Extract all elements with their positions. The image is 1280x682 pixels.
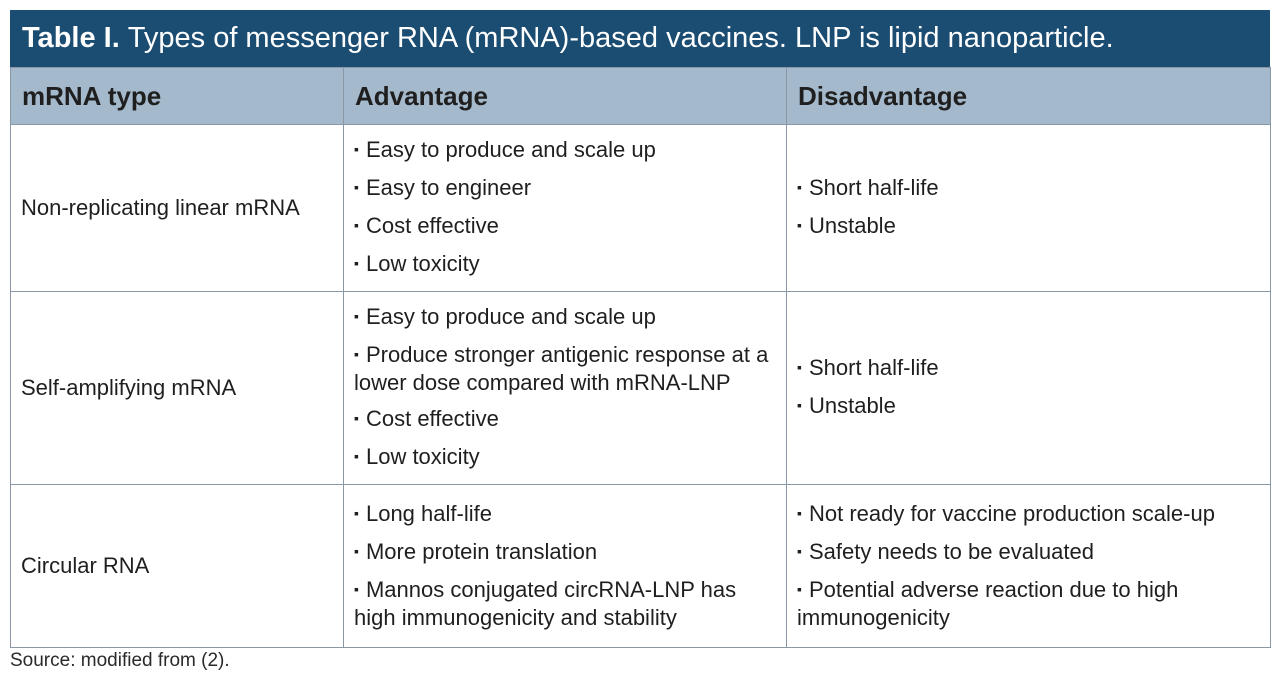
list-item: ▪ Easy to produce and scale up: [354, 132, 776, 170]
list-item: ▪ Short half-life: [797, 170, 1260, 208]
mrna-type-cell: Self-amplifying mRNA: [11, 292, 344, 485]
disadvantage-list: [797, 350, 1260, 426]
advantage-cell: [344, 125, 787, 292]
table-row: [11, 125, 1271, 292]
table-row: [11, 485, 1271, 648]
list-item: ▪ Not ready for vaccine production scale-up: [797, 496, 1260, 534]
advantage-list: [354, 299, 776, 477]
list-item: ▪ Low toxicity: [354, 246, 776, 284]
list-item: ▪ Cost effective: [354, 208, 776, 246]
advantage-list: [354, 132, 776, 284]
list-item: ▪ Mannos conjugated circRNA-LNP has high immunogenicity and stability: [354, 572, 776, 636]
list-item: ▪ Safety needs to be evaluated: [797, 534, 1260, 572]
header-mrna-type: mRNA type: [11, 68, 344, 125]
list-item: ▪ Unstable: [797, 208, 1260, 246]
list-item: ▪ Long half-life: [354, 496, 776, 534]
vaccine-types-table: [10, 67, 1271, 648]
header-row: [11, 68, 1271, 125]
disadvantage-cell: [787, 125, 1271, 292]
source-note: Source: modified from (2).: [10, 650, 230, 671]
table-caption: Types of messenger RNA (mRNA)-based vaccines. LNP is lipid nanoparticle.: [127, 22, 1114, 54]
list-item: ▪ Unstable: [797, 388, 1260, 426]
table-row: [11, 292, 1271, 485]
header-advantage: Advantage: [344, 68, 787, 125]
disadvantage-list: [797, 170, 1260, 246]
list-item: ▪ Produce stronger antigenic response at a lower dose compared with mRNA-LNP: [354, 337, 776, 401]
list-item: ▪ Short half-life: [797, 350, 1260, 388]
advantage-cell: [344, 292, 787, 485]
list-item: ▪ Easy to produce and scale up: [354, 299, 776, 337]
mrna-type-cell: Non-replicating linear mRNA: [11, 125, 344, 292]
disadvantage-list: [797, 496, 1260, 636]
list-item: ▪ Low toxicity: [354, 439, 776, 477]
table-label: Table I.: [22, 22, 120, 54]
mrna-type-cell: Circular RNA: [11, 485, 344, 648]
advantage-cell: [344, 485, 787, 648]
disadvantage-cell: [787, 292, 1271, 485]
disadvantage-cell: [787, 485, 1271, 648]
advantage-list: [354, 496, 776, 636]
header-disadvantage: Disadvantage: [787, 68, 1271, 125]
list-item: ▪ More protein translation: [354, 534, 776, 572]
table-title: [10, 10, 1270, 67]
list-item: ▪ Easy to engineer: [354, 170, 776, 208]
list-item: ▪ Cost effective: [354, 401, 776, 439]
list-item: ▪ Potential adverse reaction due to high immunogenicity: [797, 572, 1260, 636]
